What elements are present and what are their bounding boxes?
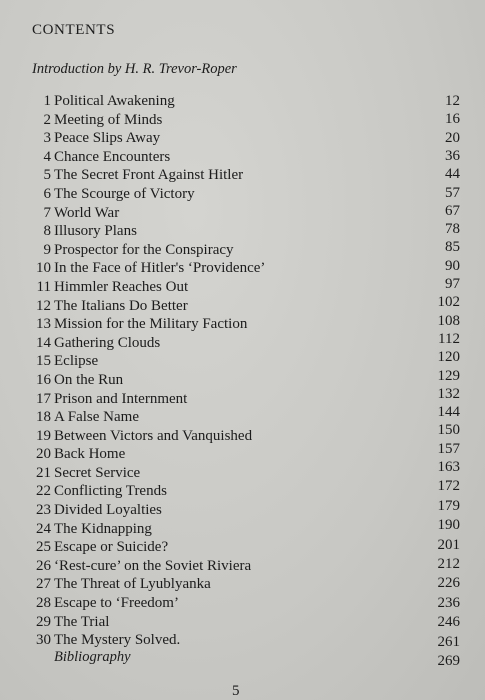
chapter-number: 26 [36, 557, 51, 574]
chapter-number: 15 [36, 353, 51, 370]
chapter-number: 25 [36, 539, 51, 556]
page-number: 246 [437, 614, 460, 631]
chapter-number: 7 [43, 204, 51, 221]
chapter-title: Secret Service [54, 464, 141, 481]
chapter-row [0, 129, 485, 148]
page-number: 261 [437, 633, 460, 650]
chapter-row [0, 259, 485, 278]
chapter-number: 3 [43, 130, 51, 147]
chapter-title: The Kidnapping [54, 520, 152, 537]
contents-heading: CONTENTS [32, 22, 116, 38]
page-number: 132 [437, 385, 460, 402]
chapter-title: The Trial [54, 613, 110, 630]
page-number: 102 [437, 294, 460, 311]
chapter-row [0, 520, 485, 539]
chapter-number: 20 [36, 446, 51, 463]
chapter-row [0, 297, 485, 316]
chapter-number: 29 [36, 613, 51, 630]
chapter-number: 24 [36, 520, 51, 537]
chapter-number: 27 [36, 576, 51, 593]
chapter-title: Escape to ‘Freedom’ [54, 595, 179, 612]
page-number: 20 [445, 129, 460, 146]
page-number: 12 [445, 93, 460, 109]
chapter-list [0, 92, 485, 650]
chapter-row [0, 92, 485, 111]
introduction-entry: Introduction by H. R. Trevor-Roper [32, 61, 237, 77]
chapter-row [0, 501, 485, 520]
chapter-title: Political Awakening [54, 93, 175, 109]
chapter-title: Escape or Suicide? [54, 539, 169, 556]
page-number: 97 [445, 276, 460, 292]
chapter-row [0, 390, 485, 409]
chapter-number: 5 [43, 167, 51, 184]
chapter-row [0, 445, 485, 464]
chapter-title: The Mystery Solved. [54, 632, 181, 649]
chapter-title: The Italians Do Better [54, 297, 188, 314]
page-number: 16 [445, 111, 460, 128]
chapter-row [0, 408, 485, 427]
chapter-row [0, 222, 485, 241]
chapter-number: 28 [36, 595, 51, 612]
chapter-row [0, 594, 485, 613]
chapter-title: Between Victors and Vanquished [54, 427, 253, 444]
chapter-title: In the Face of Hitler's ‘Providence’ [54, 260, 266, 277]
folio-page-number: 5 [232, 683, 240, 699]
chapter-title: The Secret Front Against Hitler [54, 167, 244, 184]
chapter-row [0, 278, 485, 297]
page-number: 78 [445, 221, 460, 238]
chapter-title: The Scourge of Victory [54, 185, 195, 202]
chapter-title: Prospector for the Conspiracy [54, 241, 234, 258]
chapter-title: Illusory Plans [54, 223, 137, 240]
chapter-number: 6 [43, 185, 51, 202]
page-number: 226 [437, 575, 460, 592]
chapter-title: Peace Slips Away [54, 130, 161, 147]
chapter-row [0, 575, 485, 594]
chapter-row [0, 204, 485, 223]
chapter-number: 13 [36, 316, 51, 333]
chapter-number: 1 [43, 93, 51, 109]
page-number: 269 [437, 653, 460, 669]
chapter-number: 12 [36, 297, 51, 314]
chapter-title: A False Name [54, 409, 139, 426]
page-number: 129 [437, 367, 460, 384]
page-number: 190 [437, 517, 460, 534]
chapter-title: Conflicting Trends [54, 483, 167, 500]
page-number: 150 [437, 422, 460, 439]
page-number: 144 [437, 404, 460, 421]
chapter-number: 17 [36, 390, 51, 407]
page-number: 90 [445, 257, 460, 274]
chapter-row [0, 334, 485, 353]
chapter-row [0, 613, 485, 632]
page-number: 112 [438, 330, 460, 347]
chapter-title: Divided Loyalties [54, 502, 162, 519]
chapter-number: 2 [43, 111, 51, 128]
chapter-number: 22 [36, 483, 51, 500]
chapter-number: 21 [36, 464, 51, 481]
page-number: 179 [437, 497, 460, 514]
page-number: 163 [437, 459, 460, 475]
page-number: 108 [437, 312, 460, 329]
page-number: 36 [445, 147, 460, 164]
chapter-number: 16 [36, 371, 51, 388]
chapter-title: ‘Rest-cure’ on the Soviet Riviera [54, 557, 252, 574]
chapter-title: On the Run [54, 371, 124, 388]
chapter-title: Mission for the Military Faction [54, 316, 248, 333]
chapter-row [0, 185, 485, 204]
chapter-row [0, 148, 485, 167]
chapter-row [0, 166, 485, 185]
chapter-number: 9 [43, 241, 51, 258]
chapter-row [0, 482, 485, 501]
chapter-number: 14 [36, 334, 51, 351]
chapter-row [0, 241, 485, 260]
page-number: 85 [445, 239, 460, 256]
page-number: 57 [445, 184, 460, 201]
chapter-number: 23 [36, 502, 51, 519]
chapter-number: 30 [36, 632, 51, 649]
chapter-number: 8 [43, 223, 51, 240]
chapter-number: 11 [36, 278, 51, 295]
chapter-number: 4 [43, 148, 51, 165]
chapter-title: Meeting of Minds [54, 111, 163, 128]
chapter-row [0, 538, 485, 557]
bibliography-entry: Bibliography [54, 649, 131, 665]
chapter-title: Prison and Internment [54, 390, 188, 407]
chapter-row [0, 315, 485, 334]
chapter-title: Eclipse [54, 353, 99, 370]
chapter-title: World War [54, 204, 120, 221]
chapter-row [0, 352, 485, 371]
chapter-row [0, 111, 485, 130]
chapter-row [0, 427, 485, 446]
page-number: 236 [437, 594, 460, 611]
chapter-row [0, 371, 485, 390]
chapter-title: Gathering Clouds [54, 334, 161, 351]
chapter-title: The Threat of Lyublyanka [54, 576, 211, 593]
chapter-number: 19 [36, 427, 51, 444]
chapter-title: Back Home [54, 446, 126, 463]
page-number: 44 [445, 166, 460, 183]
page-number: 201 [437, 536, 460, 553]
chapter-row [0, 557, 485, 576]
chapter-number: 10 [36, 260, 51, 277]
page-number: 212 [437, 556, 460, 572]
chapter-row [0, 464, 485, 483]
chapter-number: 18 [36, 409, 51, 426]
page-number: 67 [445, 202, 460, 219]
page-number: 172 [437, 478, 460, 495]
chapter-title: Chance Encounters [54, 148, 171, 165]
page-number: 120 [437, 349, 460, 366]
chapter-title: Himmler Reaches Out [54, 278, 189, 295]
page-number: 157 [437, 440, 460, 457]
